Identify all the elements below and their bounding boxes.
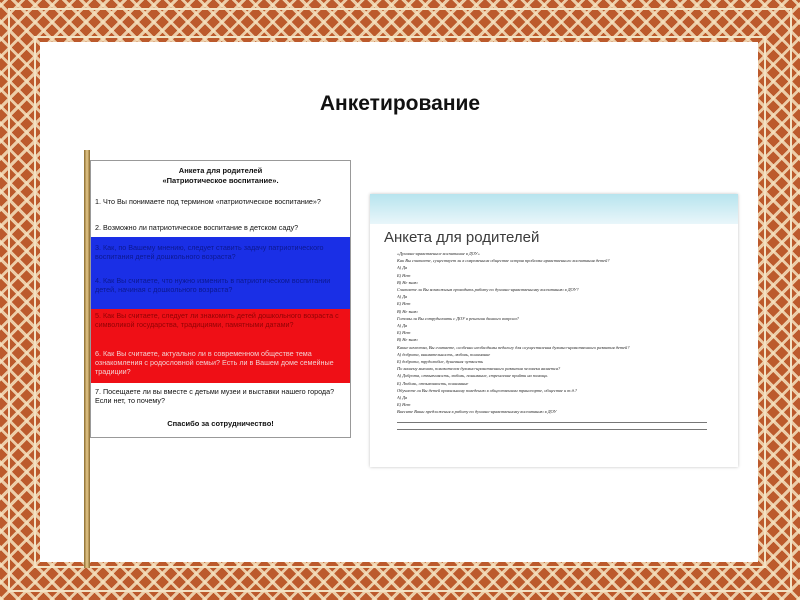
question-2: 2. Возможно ли патриотическое воспитание в детском саду? xyxy=(95,223,299,232)
doc-line: Внесите Ваши предложения в работу по духовно-нравственному воспитанию в ДОУ xyxy=(397,409,557,415)
document-lines xyxy=(397,250,727,430)
doc-line: Б) доброта, трудолюбие, душевная чуткость xyxy=(397,359,483,365)
doc-line: Обучаете ли Вы детей правильному поведению в общественном транспорте, обществе и т.д.? xyxy=(397,387,578,393)
question-1: 1. Что Вы понимаете под термином «патриотическое воспитание»? xyxy=(95,197,321,206)
flag-questionnaire-card xyxy=(90,160,351,438)
doc-line: По вашему мнению, показателем духовно-нравственного развития человека является? xyxy=(397,366,561,372)
question-5: 5. Как Вы считаете, следует ли знакомить детей дошкольного возраста с символикой государства, традициями, памятными датами? xyxy=(95,311,339,329)
doc-line: А) Да xyxy=(397,265,408,271)
doc-line: А) Да xyxy=(397,323,408,329)
doc-line: А) Да xyxy=(397,395,408,401)
question-7: 7. Посещаете ли вы вместе с детьми музеи и выставки нашего города? Если нет, то почему? xyxy=(95,387,335,405)
doc-line: Б) Нет xyxy=(397,402,411,408)
doc-line: Как Вы считаете, существует ли в современном обществе острая проблема нравственного воспитания детей? xyxy=(397,258,610,264)
doc-line: В) Не знаю xyxy=(397,279,418,285)
doc-line: В) Не знаю xyxy=(397,337,418,343)
doc-line: Готовы ли Вы сотрудничать с ДОУ в решении данного вопроса? xyxy=(397,315,519,321)
question-4: 4. Как Вы считаете, что нужно изменить в патриотическом воспитании детей, начиная с дошкольного возраста? xyxy=(95,276,331,294)
document-title: Анкета для родителей xyxy=(384,229,540,246)
document-questionnaire-card xyxy=(370,194,738,467)
doc-line: Б) Нет xyxy=(397,330,411,336)
doc-line: А) Да xyxy=(397,294,408,300)
doc-line: Б) Любовь, отзывчивость, понимание xyxy=(397,380,469,386)
answer-underline xyxy=(397,417,707,423)
thanks-text: Спасибо за сотрудничество! xyxy=(167,419,274,428)
doc-line: А) Доброта, отзывчивость, любовь, понимание, стремление прийти на помощь xyxy=(397,373,548,379)
doc-line: Считаете ли Вы возможным проводить работу по духовно-нравственному воспитанию в ДОУ? xyxy=(397,287,579,293)
flag-card-title: Анкета для родителей xyxy=(178,166,263,175)
answer-underline xyxy=(397,424,707,430)
doc-line: В) Не знаю xyxy=(397,308,418,314)
doc-line: Б) Нет xyxy=(397,272,411,278)
flag-card-subtitle: «Патриотическое воспитание». xyxy=(162,176,279,185)
question-6: 6. Как Вы считаете, актуально ли в современном обществе тема ознакомления с родословной семьи? Есть ли в Вашем доме семейные традиции? xyxy=(95,349,334,376)
doc-line: «Духовно-нравственное воспитание в ДОУ» xyxy=(397,251,480,256)
doc-line: А) доброта, внимательность, любовь, понимание xyxy=(397,351,491,357)
slide-title: Анкетирование xyxy=(319,92,481,115)
doc-line: Какие качества, Вы считаете, особенно необходимы педагогу для осуществления духовно-нравственного развития детей? xyxy=(397,344,630,350)
doc-line: Б) Нет xyxy=(397,301,411,307)
question-3: 3. Как, по Вашему мнению, следует ставить задачу патриотического воспитания детей дошкольного возраста? xyxy=(95,243,324,261)
document-header-band xyxy=(370,194,738,224)
